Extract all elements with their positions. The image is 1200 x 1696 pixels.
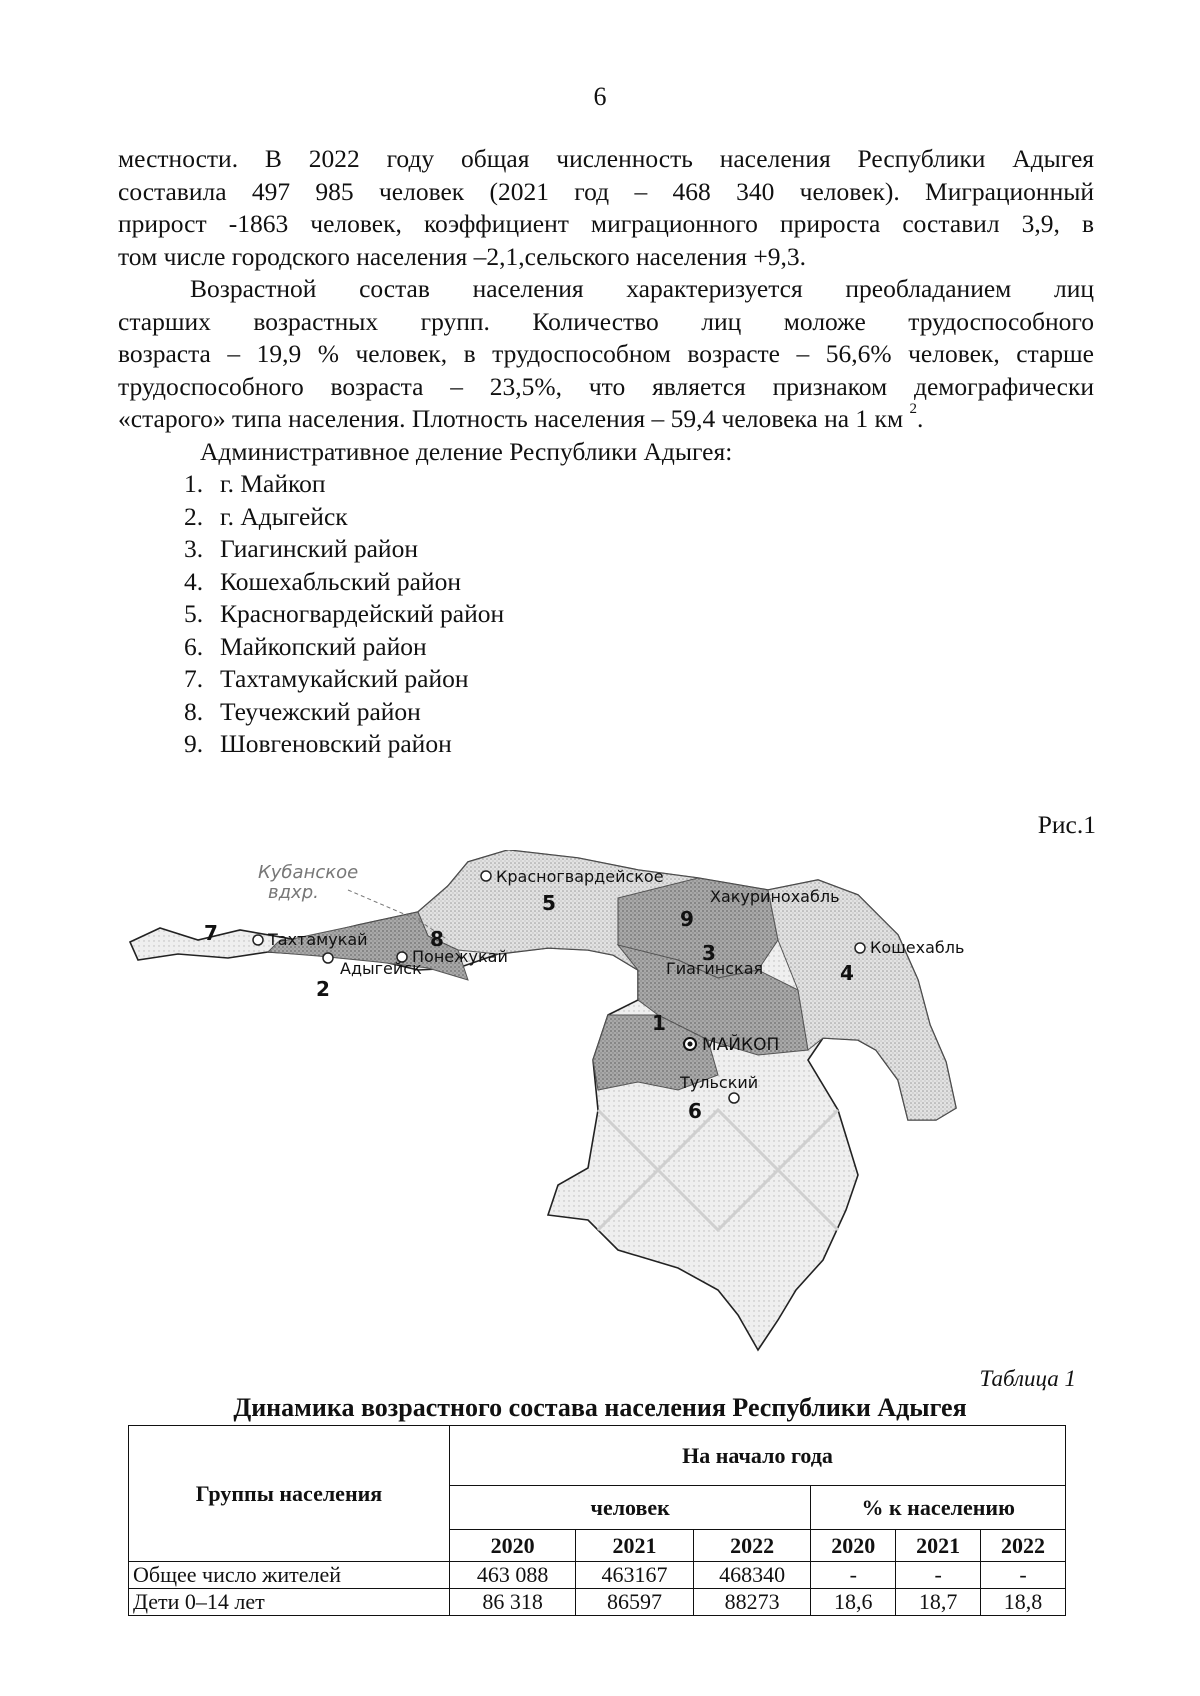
- list-number: 6.: [184, 631, 204, 661]
- place-adygeysk: Адыгейск: [340, 959, 422, 978]
- list-item: [118, 696, 1094, 729]
- list-item: [118, 566, 1094, 599]
- settlement-marker: [855, 943, 865, 953]
- paragraph-2-line-4: трудоспособного возраста – 23,5%, что является признаком демографически: [118, 371, 1094, 401]
- district-number-7: 7: [204, 921, 218, 945]
- list-item: [118, 728, 1094, 761]
- row-label: Дети 0–14 лет: [129, 1589, 450, 1616]
- place-krasnogvardeyskoe: Красногвардейское: [496, 867, 664, 886]
- list-number: 3.: [184, 534, 204, 563]
- population-table: [128, 1425, 1066, 1616]
- superscript-2: 2: [909, 401, 917, 417]
- list-text: Шовгеновский район: [220, 729, 452, 758]
- list-number: 7.: [184, 664, 204, 693]
- row-label: Общее число жителей: [129, 1562, 450, 1589]
- district-number-2: 2: [316, 977, 330, 1001]
- place-maykop: МАЙКОП: [702, 1035, 780, 1055]
- year-header: 2022: [981, 1530, 1066, 1562]
- list-item: [118, 663, 1094, 696]
- table-cell: 86597: [576, 1589, 694, 1616]
- paragraph-2-line-2: старших возрастных групп. Количество лиц моложе трудоспособного: [118, 306, 1094, 336]
- place-ponezhukay: Понежукай: [412, 947, 508, 966]
- list-item: [118, 501, 1094, 534]
- capital-marker-dot: [688, 1042, 693, 1047]
- district-number-1: 1: [652, 1011, 666, 1035]
- settlement-marker: [323, 953, 333, 963]
- table-cell: 18,8: [981, 1589, 1066, 1616]
- period-header: На начало года: [450, 1426, 1066, 1486]
- list-number: 9.: [184, 729, 204, 758]
- group-header: Группы населения: [129, 1426, 450, 1562]
- paragraph-2-line-1: Возрастной состав населения характеризуется преобладанием лиц: [190, 274, 1094, 303]
- list-text: Кошехабльский район: [220, 566, 462, 596]
- paragraph-1-line-3: прирост -1863 человек, коэффициент миграционного прироста составил 3,9, в: [118, 209, 1094, 238]
- density-text: «старого» типа населения. Плотность населения – 59,4 человека на 1 км: [118, 404, 904, 433]
- list-text: Красногвардейский район: [220, 599, 505, 628]
- table-row: [129, 1562, 1066, 1589]
- divisions-list: [118, 468, 1094, 761]
- year-header: 2021: [896, 1530, 981, 1562]
- table-cell: 86 318: [450, 1589, 576, 1616]
- list-item: [118, 598, 1094, 631]
- page-number: 6: [593, 82, 607, 111]
- year-header: 2021: [576, 1530, 694, 1562]
- list-number: 4.: [184, 566, 204, 596]
- paragraph-1-line-2: составила 497 985 человек (2021 год – 468 340 человек). Миграционный: [118, 176, 1094, 206]
- list-text: Майкопский район: [220, 631, 427, 661]
- list-item: [118, 468, 1094, 501]
- adygea-map: [118, 850, 1098, 1360]
- paragraph-1-line-4: том числе городского населения –2,1,сельского населения +9,3.: [118, 241, 806, 271]
- list-number: 5.: [184, 599, 204, 628]
- district-number-6: 6: [688, 1099, 702, 1123]
- place-giaginskaya: Гиагинская: [666, 959, 764, 978]
- table-caption: Таблица 1: [979, 1366, 1076, 1391]
- percent-header: % к населению: [811, 1486, 1066, 1530]
- place-koshekhabl: Кошехабль: [870, 938, 965, 957]
- place-tulsky: Тульский: [680, 1073, 759, 1092]
- district-number-9: 9: [680, 907, 694, 931]
- settlement-marker: [729, 1093, 739, 1103]
- district-number-5: 5: [542, 891, 556, 915]
- people-header: человек: [450, 1486, 811, 1530]
- paragraph-1-line-1: местности. В 2022 году общая численность населения Республики Адыгея: [118, 144, 1094, 173]
- reservoir-label-2: вдхр.: [268, 882, 319, 903]
- sentence-end: .: [916, 404, 924, 433]
- table-cell: 88273: [693, 1589, 811, 1616]
- divisions-title: Административное деление Республики Адыгея:: [200, 436, 733, 466]
- paragraph-2-line-3: возраста – 19,9 % человек, в трудоспособном возрасте – 56,6% человек, старше: [118, 339, 1094, 368]
- paragraph-2-line-5: [118, 403, 1094, 436]
- list-text: Тахтамукайский район: [220, 664, 469, 693]
- table-title: Динамика возрастного состава населения Республики Адыгея: [233, 1393, 967, 1422]
- figure-caption: Рис.1: [1037, 810, 1096, 839]
- year-header: 2022: [693, 1530, 811, 1562]
- list-text: г. Адыгейск: [220, 501, 348, 531]
- table-cell: 463 088: [450, 1562, 576, 1589]
- list-item: [118, 533, 1094, 566]
- place-khakurinokhabl: Хакуринохабль: [710, 887, 840, 906]
- table-cell: -: [981, 1562, 1066, 1589]
- reservoir-label-1: Кубанское: [258, 862, 359, 883]
- table-cell: 463167: [576, 1562, 694, 1589]
- table-cell: 18,7: [896, 1589, 981, 1616]
- list-number: 2.: [184, 501, 204, 531]
- list-text: г. Майкоп: [220, 469, 326, 498]
- table-cell: 468340: [693, 1562, 811, 1589]
- list-number: 8.: [184, 696, 204, 726]
- place-takhtamukay: Тахтамукай: [268, 930, 368, 949]
- table-row: [129, 1589, 1066, 1616]
- table-cell: -: [896, 1562, 981, 1589]
- body-text: [118, 143, 1094, 761]
- list-item: [118, 631, 1094, 664]
- settlement-marker: [481, 871, 491, 881]
- year-header: 2020: [811, 1530, 896, 1562]
- settlement-marker: [253, 935, 263, 945]
- district-number-8: 8: [430, 927, 444, 951]
- list-text: Теучежский район: [220, 696, 421, 726]
- district-number-3: 3: [702, 941, 716, 965]
- table-cell: 18,6: [811, 1589, 896, 1616]
- table-cell: -: [811, 1562, 896, 1589]
- list-number: 1.: [184, 469, 204, 498]
- list-text: Гиагинский район: [220, 534, 418, 563]
- year-header: 2020: [450, 1530, 576, 1562]
- district-number-4: 4: [840, 961, 854, 985]
